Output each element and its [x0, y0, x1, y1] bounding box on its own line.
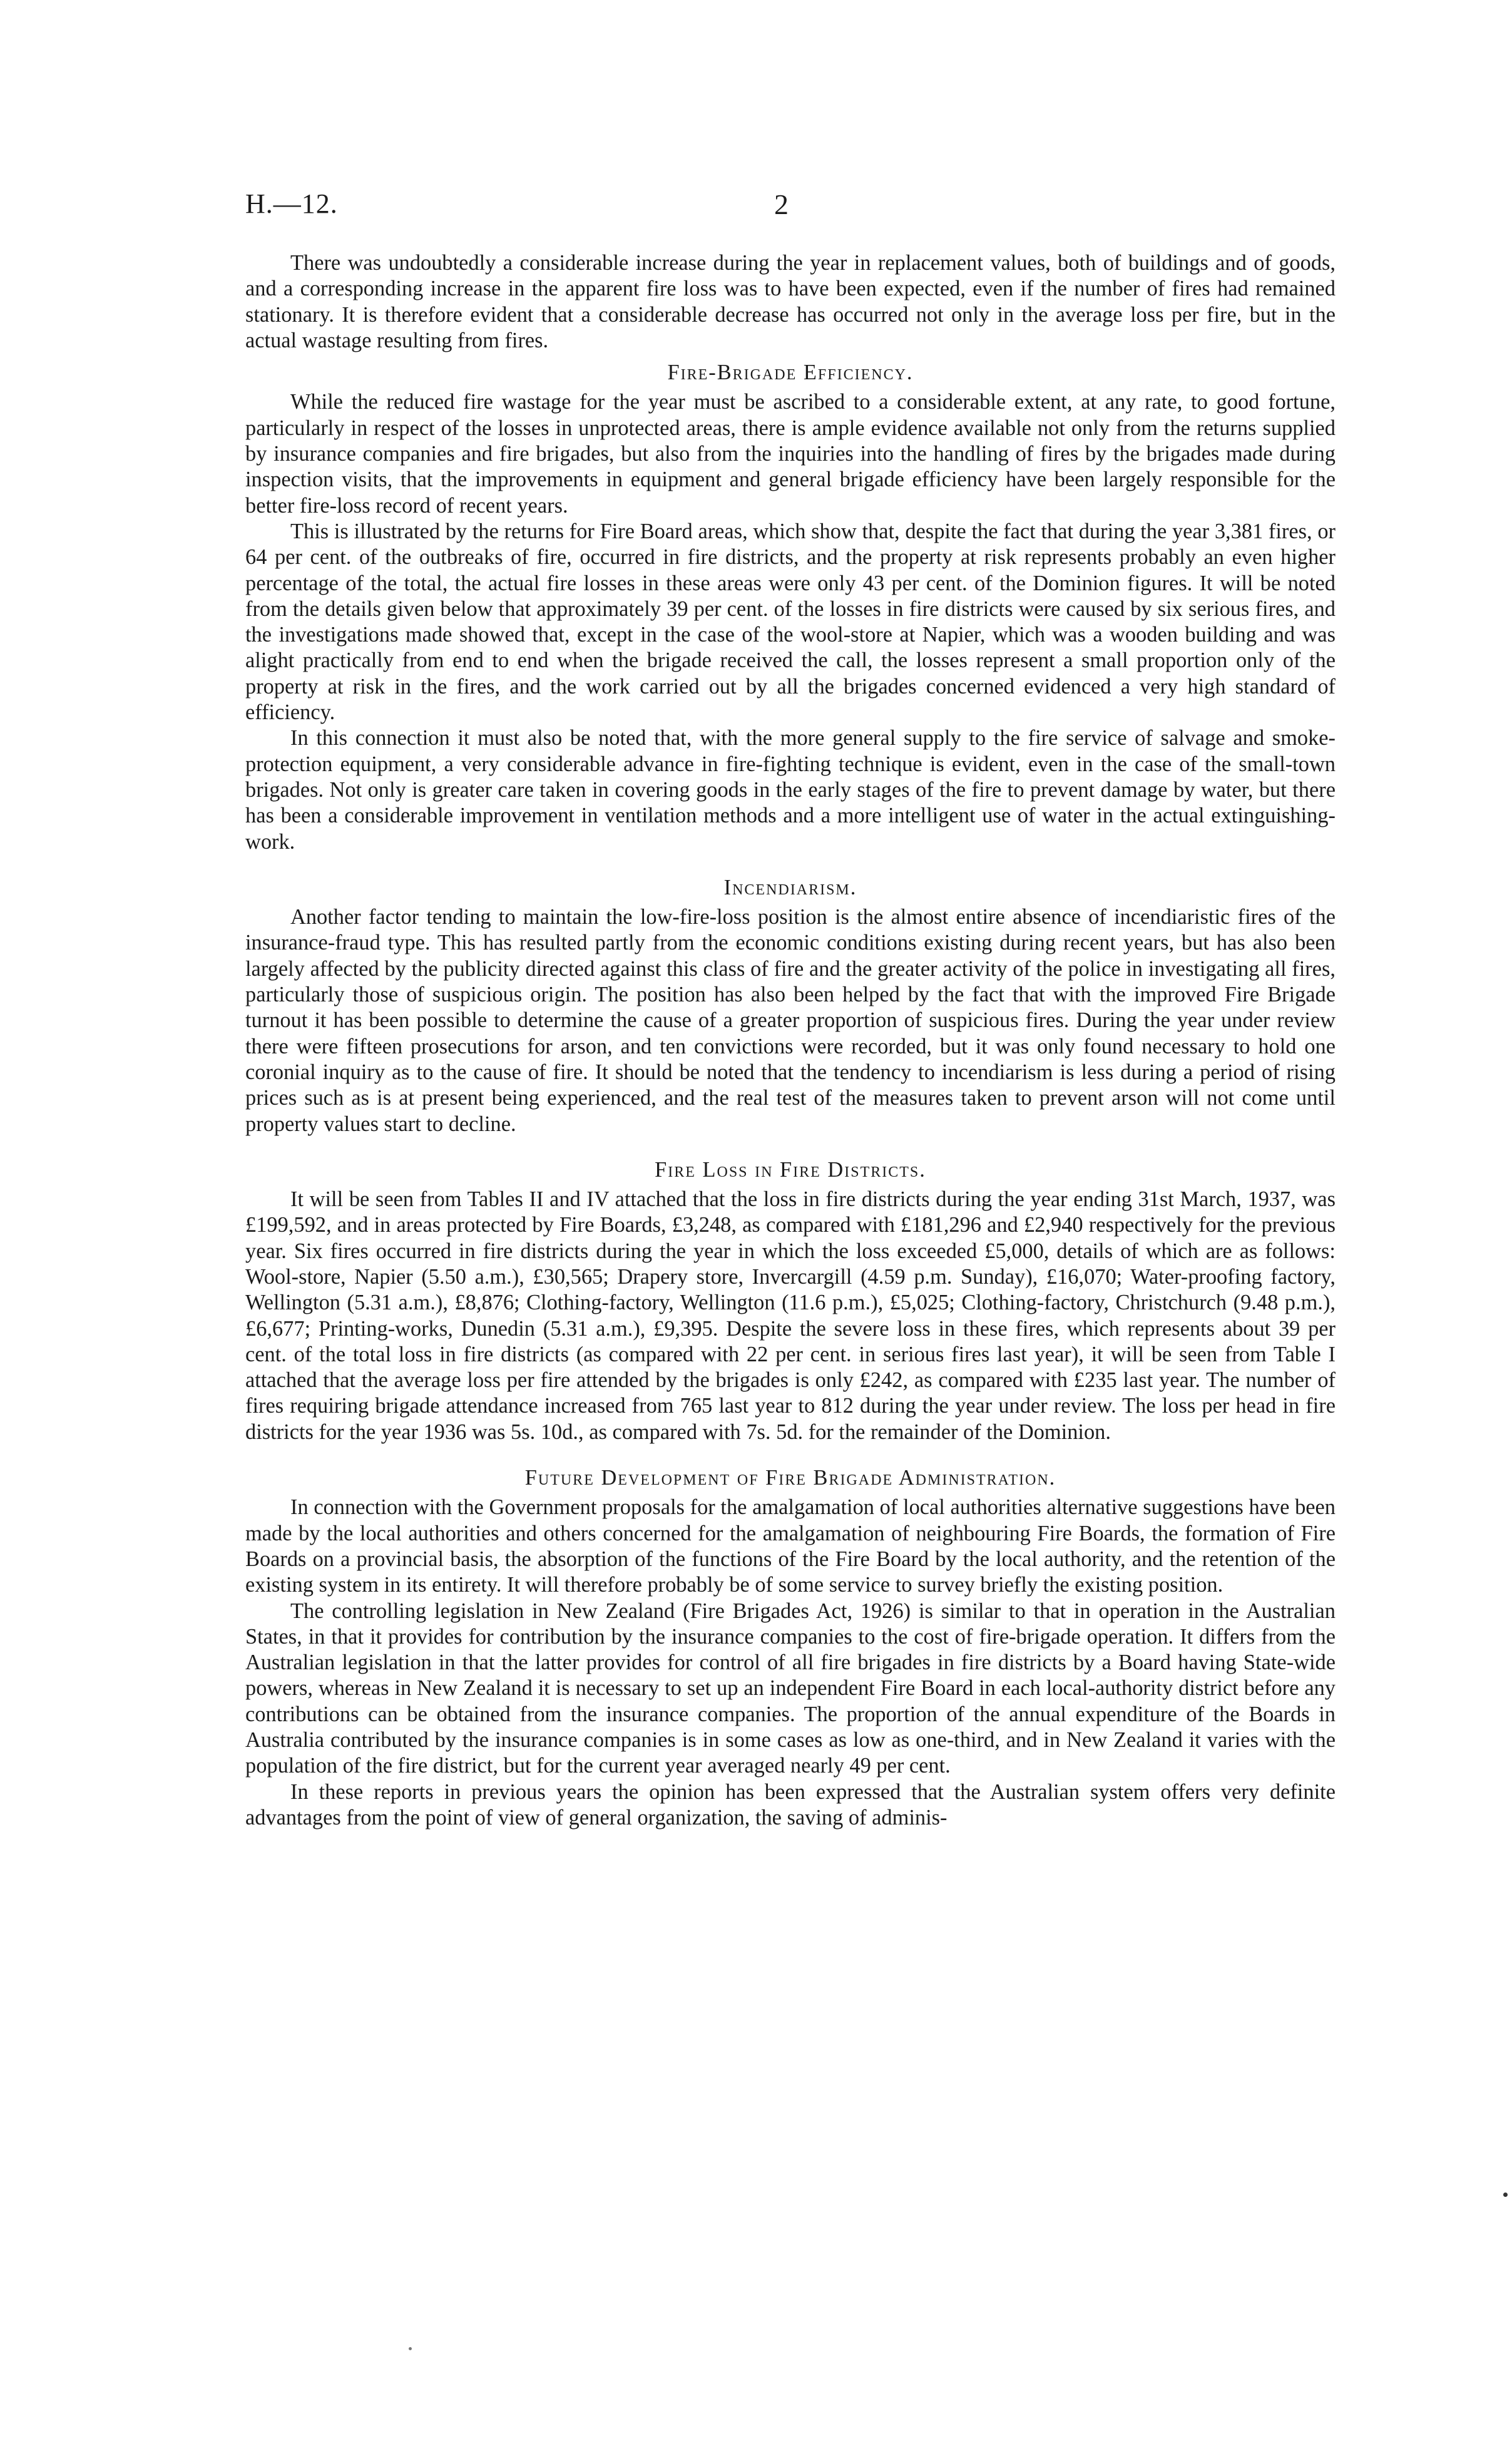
paragraph: In connection with the Government proposals for the amalgamation of local authorities alternative suggestions have been made by the local authorities and others concerned for the amalgamation of neighbouring Fire Boards, the formation of Fire Boards on a provincial basis, the absorption of the functions of the Fire Board by the local authority, and the retention of the existing system in its entirety. It will therefore probably be of some service to survey briefly the existing position. [245, 1495, 1336, 1597]
section-heading: Fire-Brigade Efficiency. [667, 361, 914, 385]
paragraph: Another factor tending to maintain the low-fire-loss position is the almost entire absence of incendiaristic fires of the insurance-fraud type. This has resulted partly from the economic conditions existing during recent years, but has also been largely affected by the publicity directed against this class of fire and the greater activity of the police in investigating all fires, particularly those of suspicious origin. The position has also been helped by the fact that with the improved Fire Brigade turnout it has been possible to determine the cause of a greater proportion of suspicious fires. During the year under review there were fifteen prosecutions for arson, and ten convictions were recorded, but it was only found necessary to hold one coronial inquiry as to the cause of fire. It should be noted that the tendency to incendiarism is less during a period of rising prices such as is at present being experienced, and the real test of the measures taken to prevent arson will not come until property values start to decline. [245, 905, 1336, 1136]
paper-speck [409, 2347, 412, 2350]
paragraph: The controlling legislation in New Zealand (Fire Brigades Act, 1926) is similar to that in operation in the Australian States, in that it provides for contribution by the insurance companies to the cost of fire-brigade operation. It differs from the Australian legislation in that the latter provides for control of all fire brigades in fire districts by a Board having State-wide powers, whereas in New Zealand it is necessary to set up an independent Fire Board in each local-authority district before any contributions can be obtained from the insurance companies. The proportion of the annual expenditure of the Boards in Australia contributed by the insurance companies is in some cases as low as one-third, and in New Zealand it varies with the population of the fire district, but for the current year averaged nearly 49 per cent. [245, 1599, 1336, 1778]
paragraph: While the reduced fire wastage for the year must be ascribed to a considerable extent, at any rate, to good fortune, particularly in respect of the losses in unprotected areas, there is ample evidence available not only from the returns supplied by insurance companies and fire brigades, but also from the inquiries into the handling of fires by the brigades made during inspection visits, that the improvements in equipment and general brigade efficiency have been largely responsible for the better fire-loss record of recent years. [245, 390, 1336, 518]
paragraph: It will be seen from Tables II and IV attached that the loss in fire districts during the year ending 31st March, 1937, was £199,592, and in areas protected by Fire Boards, £3,248, as compared with £181,296 and £2,940 respectively for the previous year. Six fires occurred in fire districts during the year in which the loss exceeded £5,000, details of which are as follows: Wool-store, Napier (5.50 a.m.), £30,565; Drapery store, Invercargill (4.59 p.m. Sunday), £16,070; Water-proofing factory, Wellington (5.31 a.m.), £8,876; Clothing-factory, Wellington (11.6 p.m.), £5,025; Clothing-factory, Christchurch (9.48 p.m.), £6,677; Printing-works, Dunedin (5.31 a.m.), £9,395. Despite the severe loss in these fires, which represents about 39 per cent. of the total loss in fire districts (as compared with 22 per cent. in serious fires last year), it will be seen from Table I attached that the average loss per fire attended by the brigades is only £242, as compared with £235 last year. The number of fires requiring brigade attendance increased from 765 last year to 812 during the year under review. The loss per head in fire districts for the year 1936 was 5s. 10d., as compared with 7s. 5d. for the remainder of the Dominion. [245, 1187, 1336, 1444]
paragraph: In this connection it must also be noted that, with the more general supply to the fire service of salvage and smoke-protection equipment, a very considerable advance in fire-fighting technique is evident, even in the case of the small-town brigades. Not only is greater care taken in covering goods in the early stages of the fire to prevent damage by water, but there has been a considerable improvement in ventilation methods and a more intelligent use of water in the actual extinguishing-work. [245, 726, 1336, 854]
section-heading: Incendiarism. [723, 875, 857, 899]
page-number: 2 [774, 188, 789, 220]
paragraph: There was undoubtedly a considerable increase during the year in replacement values, both of buildings and of goods, and a corresponding increase in the apparent fire loss was to have been expected, even if the number of fires had remained stationary. It is therefore evident that a considerable decrease has occurred not only in the average loss per fire, but in the actual wastage resulting from fires. [245, 251, 1336, 352]
paragraph: This is illustrated by the returns for Fire Board areas, which show that, despite the fact that during the year 3,381 fires, or 64 per cent. of the outbreaks of fire, occurred in fire districts, and the property at risk represents probably an even higher percentage of the total, the actual fire losses in these areas were only 43 per cent. of the Dominion figures. It will be noted from the details given below that approximately 39 per cent. of the losses in fire districts were caused by six serious fires, and the investigations made showed that, except in the case of the wool-store at Napier, which was a wooden building and was alight practically from end to end when the brigade received the call, the losses represent a small proportion only of the property at risk in the fires, and the work carried out by all the brigades concerned evidenced a very high standard of efficiency. [245, 519, 1336, 725]
document-id: H.—12. [245, 188, 338, 219]
paragraph: In these reports in previous years the opinion has been expressed that the Australian system offers very definite advantages from the point of view of general organization, the saving of adminis- [245, 1779, 1336, 1829]
page-header [245, 188, 1336, 225]
section-heading: Fire Loss in Fire Districts. [655, 1157, 926, 1182]
margin-mark [1503, 2193, 1508, 2197]
document-body [245, 250, 1336, 1831]
section-heading: Future Development of Fire Brigade Administration. [524, 1466, 1056, 1490]
